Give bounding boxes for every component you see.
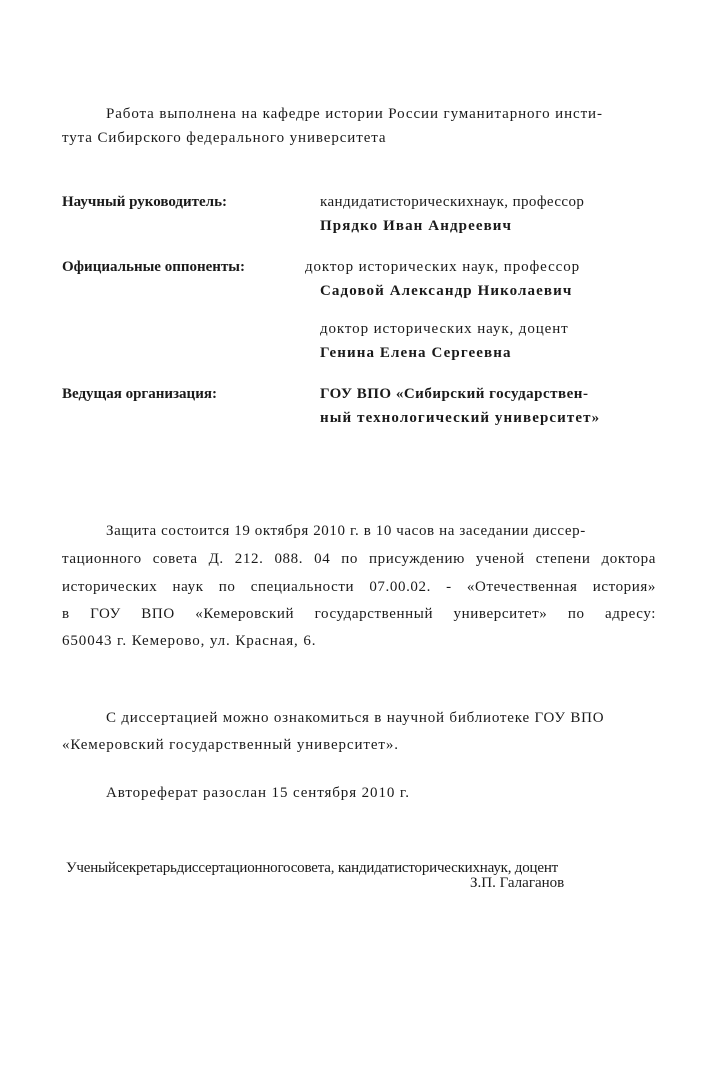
opponent-1-name: Садовой Александр Николаевич <box>320 283 573 299</box>
supervisor-title: кандидатисторическихнаук, профессор <box>320 194 585 210</box>
mailing-date: Автореферат разослан 15 сентября 2010 г. <box>106 785 410 801</box>
organization-line-2: ный технологический университет» <box>320 410 601 426</box>
intro-line-2: тута Сибирского федерального университета <box>62 130 387 146</box>
library-line-1: С диссертацией можно ознакомиться в научной библиотеке ГОУ ВПО <box>106 710 605 726</box>
defense-line-4: в ГОУ ВПО «Кемеровский государственный университет» по адресу: <box>62 606 656 622</box>
defense-line-5: 650043 г. Кемерово, ул. Красная, 6. <box>62 633 317 649</box>
opponent-2-name: Генина Елена Сергеевна <box>320 345 512 361</box>
defense-line-1: Защита состоится 19 октября 2010 г. в 10 часов на заседании диссер- <box>106 523 586 539</box>
secretary-title: Ученыйсекретарьдиссертационногосовета, кандидатисторическихнаук, доцент <box>66 860 559 876</box>
supervisor-label: Научный руководитель: <box>62 194 227 210</box>
defense-line-3: исторических наук по специальности 07.00.02. - «Отечественная история» <box>62 579 656 595</box>
opponents-label: Официальные оппоненты: <box>62 259 246 275</box>
opponent-2-title: доктор исторических наук, доцент <box>320 321 569 337</box>
organization-label: Ведущая организация: <box>62 386 217 402</box>
intro-line-1: Работа выполнена на кафедре истории России гуманитарного инсти- <box>106 106 603 122</box>
library-line-2: «Кемеровский государственный университет». <box>62 737 399 753</box>
organization-line-1: ГОУ ВПО «Сибирский государствен- <box>320 386 589 402</box>
supervisor-name: Прядко Иван Андреевич <box>320 218 513 234</box>
secretary-name: З.П. Галаганов <box>470 875 565 891</box>
defense-line-2: тационного совета Д. 212. 088. 04 по присуждению ученой степени доктора <box>62 551 656 567</box>
opponent-1-title: доктор исторических наук, профессор <box>305 259 581 275</box>
